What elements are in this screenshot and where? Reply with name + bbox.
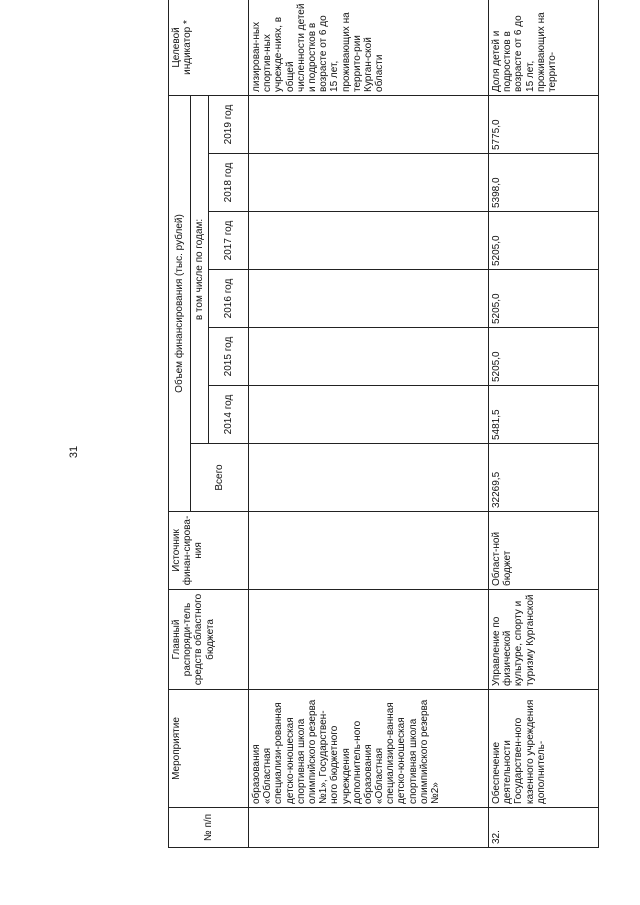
col-volume-header: Объем финансирования (тыс. рублей) — [169, 95, 191, 511]
row-year-value: 5205,0 — [489, 270, 599, 328]
col-manager-header: Главный распоряди-тель средств областного бюджета — [169, 590, 249, 690]
page-number: 31 — [68, 445, 80, 459]
row-manager — [249, 590, 489, 690]
row-manager: Управление по физической культуре, спорту и туризму Курганской — [489, 590, 599, 690]
col-source-header: Источник финан-сирова-ния — [169, 512, 249, 590]
row-year-value — [249, 95, 489, 153]
row-total — [249, 444, 489, 512]
col-year-header: 2014 год — [209, 386, 249, 444]
table-rotated — [168, 3, 598, 848]
row-source: Област-ной бюджет — [489, 512, 599, 590]
col-total-header: Всего — [191, 444, 249, 512]
financing-table — [168, 0, 599, 848]
table-wrapper — [168, 3, 598, 848]
row-year-value — [249, 270, 489, 328]
row-total: 32269,5 — [489, 444, 599, 512]
row-num — [249, 808, 489, 848]
row-year-value: 5205,0 — [489, 328, 599, 386]
col-year-header: 2017 год — [209, 212, 249, 270]
col-year-header: 2015 год — [209, 328, 249, 386]
col-year-header: 2019 год — [209, 95, 249, 153]
row-year-value: 5775,0 — [489, 95, 599, 153]
row-year-value — [249, 386, 489, 444]
row-year-value — [249, 212, 489, 270]
row-indicator: Доля детей и подростков в возрасте от 6 до 15 лет, проживающих на террито- — [489, 0, 599, 95]
row-year-value: 5205,0 — [489, 212, 599, 270]
col-year-header: 2016 год — [209, 270, 249, 328]
row-num: 32. — [489, 808, 599, 848]
row-indicator: лизирован-ных спортив-ных учрежде-ниях, в общей численности детей и подростков в возрасте от 6 до 15 лет, проживающих на террито-рии Курган-ской области — [249, 0, 489, 95]
col-indicator-header: Целевой индикатор * — [169, 0, 249, 95]
row-year-value — [249, 328, 489, 386]
col-event-header: Мероприятие — [169, 690, 249, 808]
row-year-value: 5398,0 — [489, 154, 599, 212]
row-year-value: 5481,5 — [489, 386, 599, 444]
row-event: Обеспечение деятельности Государствен-ного казенного учреждения дополнитель- — [489, 690, 599, 808]
row-event: образования «Областная специализи-рованная детско-юношеская спортивная школа олимпийского резерва №1», Государствен-ного бюджетного учреждения дополнитель-ного образования «Областная специализиро-ванная детско-юношеская спортивная школа олимпийского резерва №2» — [249, 690, 489, 808]
header-row-1 — [169, 0, 191, 848]
table-row — [249, 0, 489, 848]
row-year-value — [249, 154, 489, 212]
table-row — [489, 0, 599, 848]
row-source — [249, 512, 489, 590]
col-year-header: 2018 год — [209, 154, 249, 212]
col-num-header: № п/п — [169, 808, 249, 848]
col-by-years-header: в том числе по годам: — [191, 95, 209, 443]
